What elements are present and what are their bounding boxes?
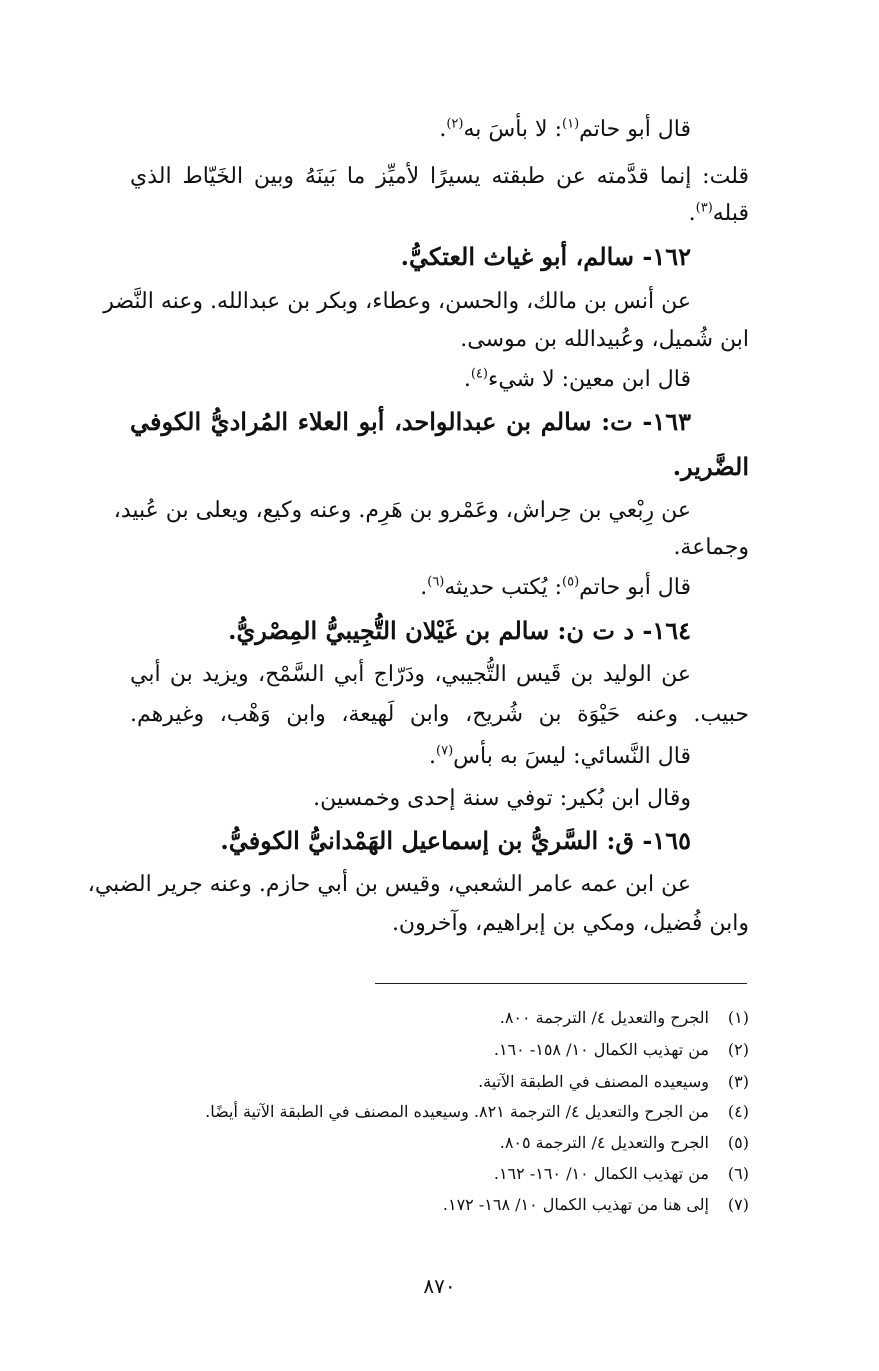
footnote-number: (١) bbox=[727, 1008, 749, 1027]
body-line: حبيب. وعنه حَيْوَة بن شُريح، وابن لَهيعة، وابن وَهْب، وغيرهم. bbox=[130, 702, 749, 727]
footnote-text: من تهذيب الكمال ١٠/ ١٥٨- ١٦٠. bbox=[493, 1040, 709, 1059]
body-line: قبله$^{(٣)}$. bbox=[688, 200, 749, 226]
body-line: عن رِبْعي بن حِراش، وعَمْرو بن هَرِم. وعنه وكيع، ويعلى بن عُبيد، bbox=[113, 498, 691, 523]
footnote-number: (٢) bbox=[727, 1040, 749, 1059]
footnote-number: (٧) bbox=[727, 1195, 749, 1214]
footnote-number: (٥) bbox=[727, 1133, 749, 1152]
body-line: وابن فُضيل، ومكي بن إبراهيم، وآخرون. bbox=[391, 911, 749, 936]
body-line: وجماعة. bbox=[673, 535, 749, 560]
body-line: قال أبو حاتم$^{(٥)}$: يُكتب حديثه$^{(٦)}$. bbox=[420, 574, 691, 600]
body-line: قلت: إنما قدَّمته عن طبقته يسيرًا لأميِّز ما بَينَهُ وبين الخَيّاط الذي bbox=[130, 164, 749, 189]
footnote-text: من الجرح والتعديل ٤/ الترجمة ٨٢١. وسيعيده المصنف في الطبقة الآتية أيضًا. bbox=[205, 1102, 709, 1121]
footnote-separator bbox=[375, 983, 747, 984]
footnote bbox=[80, 1101, 749, 1123]
footnote bbox=[80, 1163, 749, 1185]
body-line: عن ابن عمه عامر الشعبي، وقيس بن أبي حازم. وعنه جرير الضبي، bbox=[87, 872, 691, 897]
footnote-text: الجرح والتعديل ٤/ الترجمة ٨٠٠. bbox=[499, 1008, 709, 1027]
footnote-text: من تهذيب الكمال ١٠/ ١٦٠- ١٦٢. bbox=[493, 1164, 709, 1183]
footnote-number: (٣) bbox=[727, 1072, 749, 1091]
page-number: ٨٧٠ bbox=[423, 1274, 456, 1298]
body-line: وقال ابن بُكير: توفي سنة إحدى وخمسين. bbox=[313, 786, 691, 811]
body-line: قال النَّسائي: ليسَ به بأس$^{(٧)}$. bbox=[429, 743, 691, 769]
body-line: ابن شُميل، وعُبيدالله بن موسى. bbox=[460, 327, 749, 352]
footnote bbox=[80, 1071, 749, 1093]
footnote bbox=[80, 1039, 749, 1061]
entry-heading: ١٦٥- ق: السَّريُّ بن إسماعيل الهَمْدانيُّ الكوفيُّ. bbox=[220, 826, 691, 855]
body-line: عن الوليد بن قَيس التُّجيبي، ودَرّاج أبي السَّمْح، ويزيد بن أبي bbox=[130, 662, 691, 687]
footnote-text: وسيعيده المصنف في الطبقة الآتية. bbox=[478, 1072, 709, 1091]
footnote-ref: (٤) bbox=[470, 366, 488, 382]
entry-heading: ١٦٢- سالم، أبو غياث العتكيُّ. bbox=[400, 242, 691, 271]
footnote bbox=[80, 1007, 749, 1029]
footnote-text: إلى هنا من تهذيب الكمال ١٠/ ١٦٨- ١٧٢. bbox=[442, 1195, 709, 1214]
body-line: قال ابن معين: لا شيء$^{(٤)}$. bbox=[463, 366, 691, 392]
footnote-number: (٦) bbox=[727, 1164, 749, 1183]
footnote-text: الجرح والتعديل ٤/ الترجمة ٨٠٥. bbox=[499, 1133, 709, 1152]
entry-heading: الضَّرير. bbox=[672, 452, 749, 481]
footnote-ref: (٣) bbox=[695, 200, 713, 216]
body-line: عن أنس بن مالك، والحسن، وعطاء، وبكر بن عبدالله. وعنه النَّضر bbox=[103, 289, 691, 314]
entry-heading: ١٦٣- ت: سالم بن عبدالواحد، أبو العلاء المُراديُّ الكوفي bbox=[130, 407, 691, 436]
footnote-ref: (٥) bbox=[562, 574, 580, 590]
footnote-ref: (٦) bbox=[427, 574, 445, 590]
footnote-ref: (٢) bbox=[446, 116, 464, 132]
entry-heading: ١٦٤- د ت ن: سالم بن غَيْلان التُّجِيبيُّ المِصْريُّ. bbox=[228, 616, 691, 645]
footnote-ref: (٧) bbox=[436, 743, 454, 759]
footnote bbox=[80, 1194, 749, 1216]
footnote-number: (٤) bbox=[727, 1102, 749, 1121]
footnote bbox=[80, 1132, 749, 1154]
footnote-ref: (١) bbox=[562, 116, 580, 132]
body-line: قال أبو حاتم$^{(١)}$: لا بأسَ به$^{(٢)}$. bbox=[439, 116, 691, 142]
